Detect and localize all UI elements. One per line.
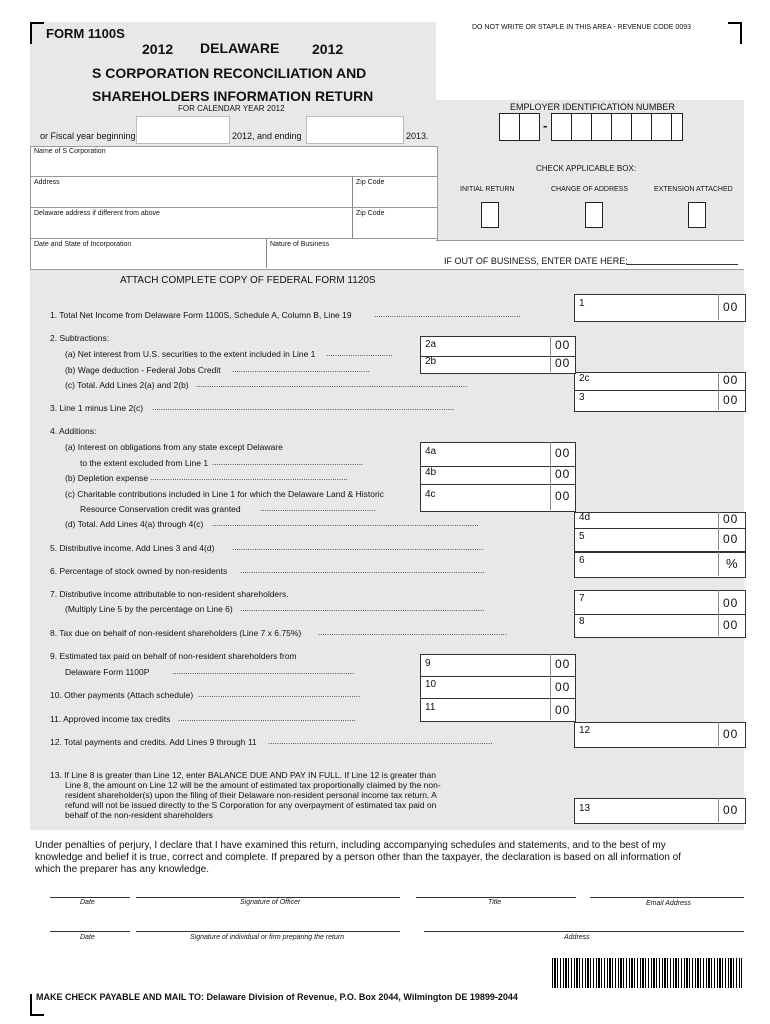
box-label-4d: 4d bbox=[579, 512, 591, 523]
line-2c-label: (c) Total. Add Lines 2(a) and 2(b) bbox=[65, 380, 189, 390]
email-label: Email Address bbox=[646, 900, 691, 907]
preparer-signature-line[interactable] bbox=[136, 931, 400, 932]
line-9-label-2: Delaware Form 1100P bbox=[65, 667, 150, 677]
cents-5: 00 bbox=[723, 532, 739, 546]
dot-leader: ........................................................................................................................ bbox=[212, 519, 479, 528]
cents-divider bbox=[550, 442, 551, 466]
box-label-10: 10 bbox=[425, 679, 437, 690]
state-name: DELAWARE bbox=[200, 40, 280, 56]
declaration-line-1: Under penalties of perjury, I declare that I have examined this return, including accompanying schedules and statements, and to the best of my bbox=[35, 840, 666, 851]
box-label-3: 3 bbox=[579, 392, 585, 403]
ein-dash: - bbox=[543, 118, 548, 133]
cents-1: 00 bbox=[723, 300, 739, 314]
line-13-label-3: resident shareholder(s) upon the filing of their Delaware non-resident personal income tax return. A bbox=[65, 790, 437, 800]
line-13-label-2: Line 8, the amount on Line 12 will be the amount of estimated tax proportionally claimed by the non- bbox=[65, 780, 441, 790]
line-13-label-4: refund will not be issued directly to the S Corporation for any overpayment of estimated tax paid on bbox=[65, 800, 437, 810]
change-address-label: CHANGE OF ADDRESS bbox=[551, 186, 629, 193]
officer-signature-line[interactable] bbox=[136, 897, 400, 898]
box-label-13: 13 bbox=[579, 803, 591, 814]
cents-2b: 00 bbox=[555, 356, 571, 370]
cents-divider bbox=[718, 798, 719, 822]
box-label-7: 7 bbox=[579, 593, 585, 604]
line-6-label: 6. Percentage of stock owned by non-residents bbox=[50, 566, 228, 576]
cents-12: 00 bbox=[723, 727, 739, 741]
date2-label: Date bbox=[80, 934, 95, 941]
cents-divider bbox=[718, 390, 719, 410]
ein-digit-4[interactable] bbox=[571, 113, 592, 141]
dot-leader: .................................................................. bbox=[374, 310, 521, 319]
line-2b-label: (b) Wage deduction - Federal Jobs Credit bbox=[65, 365, 221, 375]
ein-digit-7[interactable] bbox=[631, 113, 652, 141]
amount-line-2c[interactable] bbox=[574, 372, 746, 392]
cents-9: 00 bbox=[555, 657, 571, 671]
check-heading: CHECK APPLICABLE BOX: bbox=[536, 164, 637, 173]
fiscal-end: 2013. bbox=[406, 131, 429, 141]
dot-leader: .............................................................................................................. bbox=[240, 566, 485, 575]
form-id: FORM 1100S bbox=[46, 26, 125, 41]
date-state-divider bbox=[266, 238, 267, 268]
attach-notice: ATTACH COMPLETE COPY OF FEDERAL FORM 1120S bbox=[120, 275, 376, 286]
line-9-label-1: 9. Estimated tax paid on behalf of non-resident shareholders from bbox=[50, 651, 297, 661]
amount-line-5[interactable] bbox=[574, 528, 746, 552]
box-label-6: 6 bbox=[579, 555, 585, 566]
cents-divider bbox=[550, 356, 551, 372]
fiscal-prefix: or Fiscal year beginning bbox=[40, 131, 136, 141]
line-4a-label-2: to the extent excluded from Line 1 bbox=[80, 458, 209, 468]
amount-line-2a[interactable] bbox=[420, 336, 576, 358]
date2-line[interactable] bbox=[50, 931, 130, 932]
cents-divider bbox=[550, 698, 551, 720]
line-4c-label-1: (c) Charitable contributions included in Line 1 for which the Delaware Land & Historic bbox=[65, 489, 384, 499]
footer-mail-to: MAKE CHECK PAYABLE AND MAIL TO: Delaware Division of Revenue, P.O. Box 2044, Wilmington DE 19899-2044 bbox=[36, 992, 518, 1002]
box-label-11: 11 bbox=[425, 702, 436, 713]
line-10-label: 10. Other payments (Attach schedule) bbox=[50, 690, 194, 700]
cents-4c: 00 bbox=[555, 489, 571, 503]
ein-digit-3[interactable] bbox=[551, 113, 572, 141]
cents-4d: 00 bbox=[723, 512, 739, 526]
amount-line-7[interactable] bbox=[574, 590, 746, 616]
ein-digit-6[interactable] bbox=[611, 113, 632, 141]
date1-label: Date bbox=[80, 899, 95, 906]
initial-return-checkbox[interactable] bbox=[481, 202, 499, 228]
box-label-9: 9 bbox=[425, 658, 431, 669]
date1-line[interactable] bbox=[50, 897, 130, 898]
zip2-label: Zip Code bbox=[356, 210, 385, 217]
box-label-1: 1 bbox=[579, 298, 585, 309]
fiscal-mid: 2012, and ending bbox=[232, 131, 302, 141]
de-address-label: Delaware address if different from above bbox=[34, 210, 160, 217]
dot-leader: ................................................................................ bbox=[178, 714, 356, 723]
extension-label: EXTENSION ATTACHED bbox=[654, 186, 733, 193]
dot-leader: ......................................................................... bbox=[198, 690, 361, 699]
amount-line-13[interactable] bbox=[574, 798, 746, 824]
barcode-image bbox=[552, 958, 742, 988]
out-of-business-label: IF OUT OF BUSINESS, ENTER DATE HERE: bbox=[444, 256, 628, 266]
box-label-8: 8 bbox=[579, 616, 585, 627]
cents-divider bbox=[718, 552, 719, 576]
de-address-divider bbox=[352, 207, 353, 238]
dot-leader: .......................................................................................................................... bbox=[196, 380, 468, 389]
line-12-label: 12. Total payments and credits. Add Lines 9 through 11 bbox=[50, 737, 257, 747]
cents-divider bbox=[718, 722, 719, 746]
ein-digit-5[interactable] bbox=[591, 113, 612, 141]
percent-sign: % bbox=[726, 556, 739, 571]
box-label-2b: 2b bbox=[425, 356, 437, 367]
line-7-label-1: 7. Distributive income attributable to non-resident shareholders. bbox=[50, 589, 289, 599]
box-label-12: 12 bbox=[579, 725, 591, 736]
cents-2c: 00 bbox=[723, 373, 739, 387]
box-label-4b: 4b bbox=[425, 467, 437, 478]
name-label: Name of S Corporation bbox=[34, 148, 106, 155]
line-5-label: 5. Distributive income. Add Lines 3 and 4(d) bbox=[50, 543, 215, 553]
year-right: 2012 bbox=[312, 41, 344, 57]
initial-return-label: INITIAL RETURN bbox=[460, 186, 515, 193]
cents-divider bbox=[550, 654, 551, 676]
cents-divider bbox=[718, 294, 719, 320]
zip1-label: Zip Code bbox=[356, 179, 385, 186]
ein-digit-1[interactable] bbox=[499, 113, 520, 141]
amount-line-12[interactable] bbox=[574, 722, 746, 748]
cents-2a: 00 bbox=[555, 338, 571, 352]
title-line-1: S CORPORATION RECONCILIATION AND bbox=[92, 65, 367, 81]
line-7-label-2: (Multiply Line 5 by the percentage on Line 6) bbox=[65, 604, 233, 614]
address-label: Address bbox=[564, 934, 590, 941]
title-line[interactable] bbox=[416, 897, 576, 898]
cents-divider bbox=[718, 590, 719, 614]
cents-divider bbox=[718, 614, 719, 636]
date-state-label: Date and State of Incorporation bbox=[34, 241, 132, 248]
amount-line-2b[interactable] bbox=[420, 356, 576, 374]
ein-digit-2[interactable] bbox=[519, 113, 540, 141]
fiscal-end-field[interactable] bbox=[306, 116, 404, 144]
corner-mark-tr bbox=[728, 22, 742, 44]
amount-line-11[interactable] bbox=[420, 698, 576, 722]
preparer-signature-label: Signature of individual or firm preparing the return bbox=[190, 934, 345, 941]
line-2-label: 2. Subtractions: bbox=[50, 333, 110, 343]
cents-10: 00 bbox=[555, 680, 571, 694]
cents-divider bbox=[550, 484, 551, 510]
dot-leader: .................................................... bbox=[260, 504, 376, 513]
ein-digit-8[interactable] bbox=[651, 113, 672, 141]
amount-line-9[interactable] bbox=[420, 654, 576, 678]
corner-mark-tl bbox=[30, 22, 44, 44]
line-3-label: 3. Line 1 minus Line 2(c) bbox=[50, 403, 144, 413]
cents-divider bbox=[718, 372, 719, 390]
cents-divider bbox=[550, 676, 551, 698]
out-of-business-date-line[interactable] bbox=[626, 264, 738, 265]
cents-8: 00 bbox=[723, 618, 739, 632]
line-8-label: 8. Tax due on behalf of non-resident shareholders (Line 7 x 6.75%) bbox=[50, 628, 302, 638]
line-4c-label-2: Resource Conservation credit was granted bbox=[80, 504, 241, 514]
ein-digit-9[interactable] bbox=[671, 113, 683, 141]
amount-line-8[interactable] bbox=[574, 614, 746, 638]
dot-leader: .............................. bbox=[326, 349, 393, 358]
amount-line-6[interactable] bbox=[574, 552, 746, 578]
ein-label: EMPLOYER IDENTIFICATION NUMBER bbox=[510, 102, 675, 112]
dot-leader: ................................................................................................................. bbox=[232, 543, 484, 552]
extension-checkbox[interactable] bbox=[688, 202, 706, 228]
cents-4a: 00 bbox=[555, 446, 571, 460]
box-label-2c: 2c bbox=[579, 373, 590, 384]
amount-line-1[interactable] bbox=[574, 294, 746, 322]
dot-leader: .............................................................. bbox=[232, 365, 370, 374]
cents-3: 00 bbox=[723, 393, 739, 407]
cents-divider bbox=[550, 466, 551, 484]
calendar-year: FOR CALENDAR YEAR 2012 bbox=[178, 104, 285, 113]
line-13-label-1: 13. If Line 8 is greater than Line 12, enter BALANCE DUE AND PAY IN FULL. If Line 12 is greater than bbox=[50, 770, 437, 780]
do-not-write-notice: DO NOT WRITE OR STAPLE IN THIS AREA - REVENUE CODE 0093 bbox=[472, 24, 691, 31]
address-label: Address bbox=[34, 179, 60, 186]
line-1-label: 1. Total Net Income from Delaware Form 1100S, Schedule A, Column B, Line 19 bbox=[50, 310, 352, 320]
line-11-label: 11. Approved income tax credits bbox=[50, 714, 171, 724]
officer-signature-label: Signature of Officer bbox=[240, 899, 301, 906]
dot-leader: .............................................................................................................. bbox=[240, 604, 485, 613]
cents-divider bbox=[718, 528, 719, 550]
cents-divider bbox=[718, 512, 719, 528]
dot-leader: ..................................................................................... bbox=[318, 628, 507, 637]
cents-11: 00 bbox=[555, 703, 571, 717]
box-label-4c: 4c bbox=[425, 489, 436, 500]
line-13-label-5: behalf of the non-resident shareholders bbox=[65, 810, 213, 820]
cents-13: 00 bbox=[723, 803, 739, 817]
box-label-5: 5 bbox=[579, 531, 585, 542]
line-4a-label-1: (a) Interest on obligations from any state except Delaware bbox=[65, 442, 283, 452]
nature-label: Nature of Business bbox=[270, 241, 330, 248]
amount-line-4a[interactable] bbox=[420, 442, 576, 468]
amount-line-10[interactable] bbox=[420, 676, 576, 700]
line-2a-label: (a) Net interest from U.S. securities to the extent included in Line 1 bbox=[65, 349, 316, 359]
box-label-4a: 4a bbox=[425, 446, 437, 457]
line-4-label: 4. Additions: bbox=[50, 426, 97, 436]
email-line[interactable] bbox=[590, 897, 744, 898]
line-4b-label: (b) Depletion expense bbox=[65, 473, 149, 483]
cents-divider bbox=[550, 336, 551, 356]
change-address-checkbox[interactable] bbox=[585, 202, 603, 228]
declaration-line-3: which the preparer has any knowledge. bbox=[35, 864, 209, 875]
amount-line-3[interactable] bbox=[574, 390, 746, 412]
cents-4b: 00 bbox=[555, 467, 571, 481]
dot-leader: .................................................................... bbox=[212, 458, 364, 467]
title-line-2: SHAREHOLDERS INFORMATION RETURN bbox=[92, 88, 374, 104]
box-label-2a: 2a bbox=[425, 339, 437, 350]
declaration-line-2: knowledge and belief it is true, correct and complete. If prepared by a person other than the taxpayer, the declaration is based on all information of bbox=[35, 852, 681, 863]
cents-7: 00 bbox=[723, 596, 739, 610]
dot-leader: ..................................................................................................... bbox=[268, 737, 493, 746]
amount-line-4b[interactable] bbox=[420, 466, 576, 486]
dot-leader: ........................................................................................................................................ bbox=[152, 403, 455, 412]
dot-leader: .................................................................................. bbox=[172, 667, 355, 676]
line-4d-label: (d) Total. Add Lines 4(a) through 4(c) bbox=[65, 519, 204, 529]
address-line[interactable] bbox=[424, 931, 744, 932]
amount-line-4c[interactable] bbox=[420, 484, 576, 512]
dot-leader: ......................................................................................... bbox=[150, 473, 348, 482]
year-left: 2012 bbox=[142, 41, 174, 57]
fiscal-begin-field[interactable] bbox=[136, 116, 230, 144]
title-label: Title bbox=[488, 899, 502, 906]
